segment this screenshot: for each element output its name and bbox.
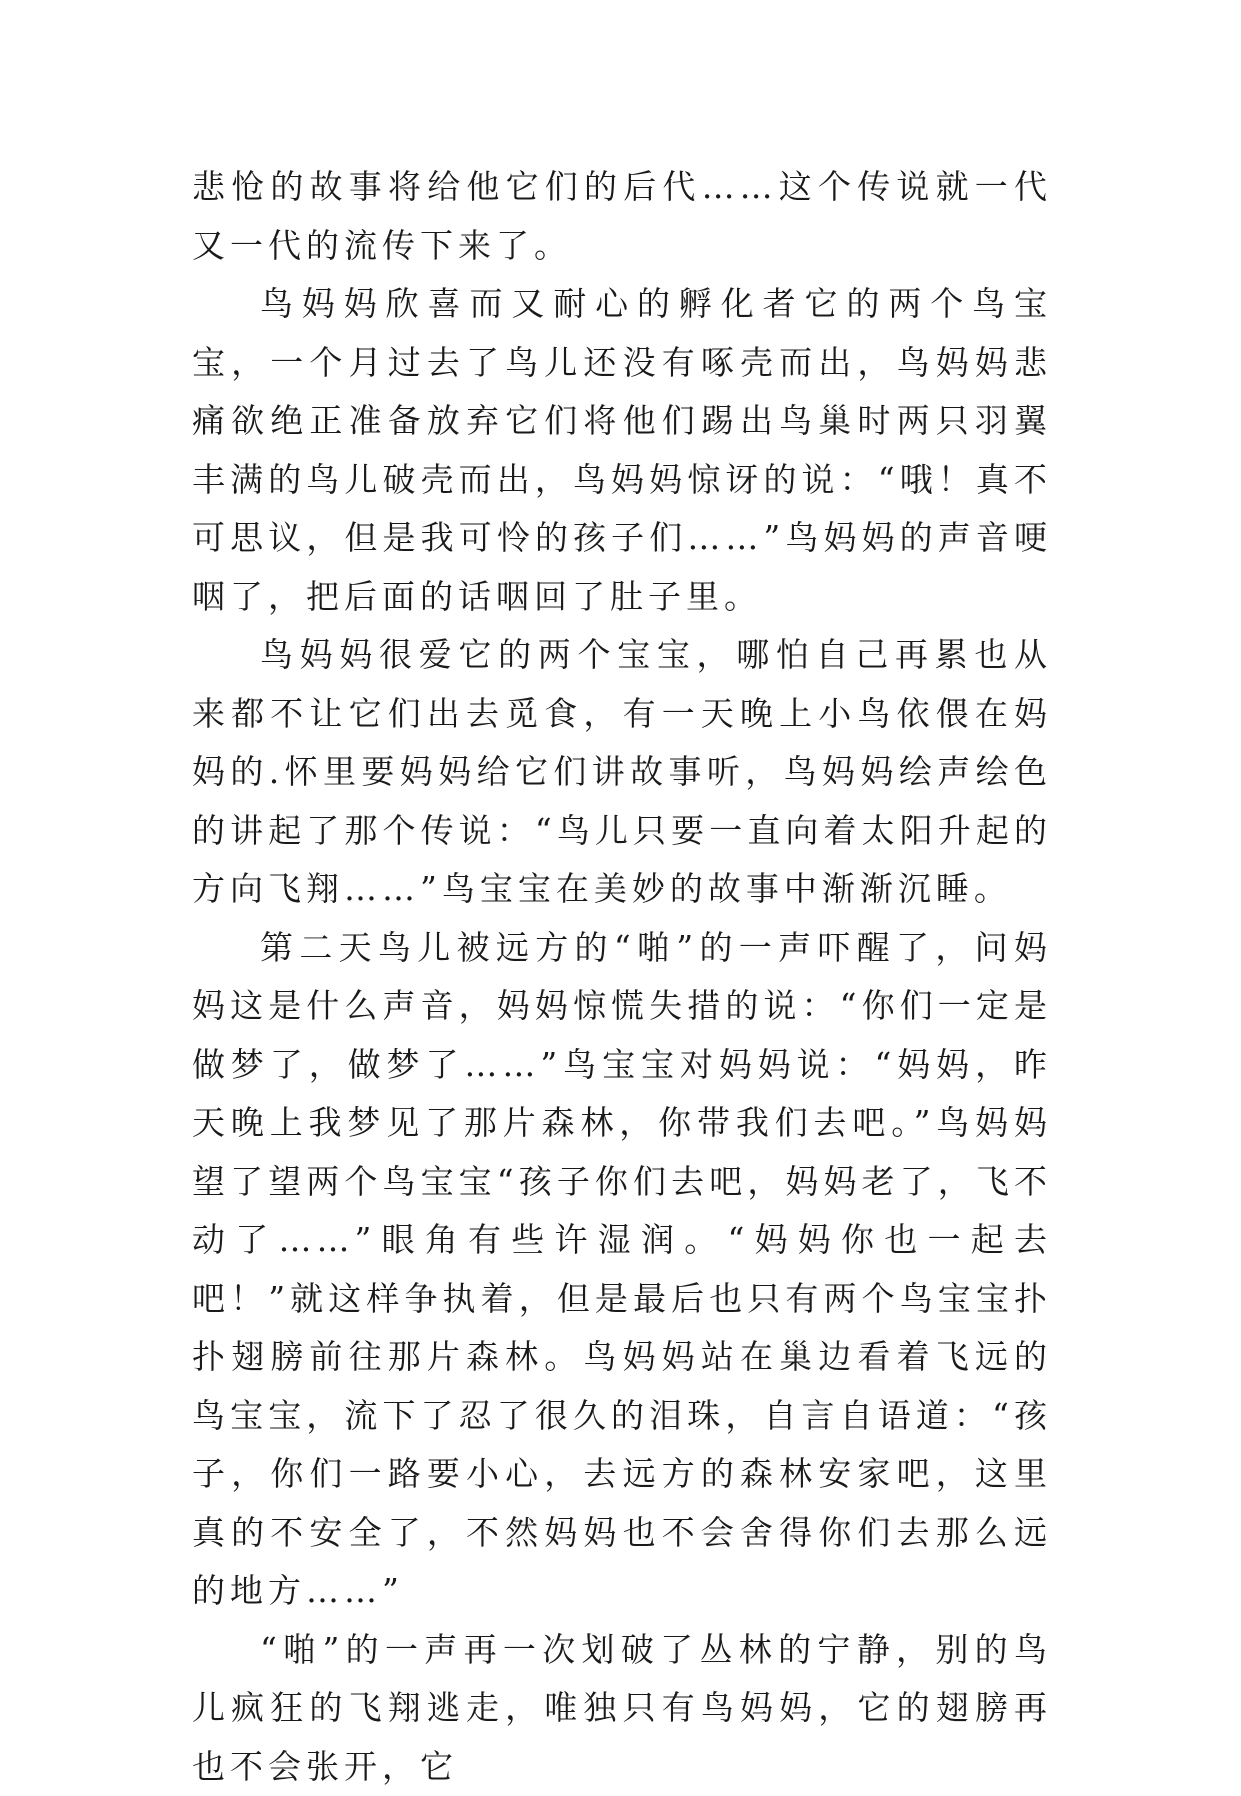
paragraph-1: 悲怆的故事将给他它们的后代……这个传说就一代又一代的流传下来了。 [192,158,1052,275]
paragraph-3: 鸟妈妈很爱它的两个宝宝，哪怕自己再累也从来都不让它们出去觅食，有一天晚上小鸟依偎在妈妈的.怀里要妈妈给它们讲故事听，鸟妈妈绘声绘色的讲起了那个传说：“鸟儿只要一直向着太阳升起的方向飞翔……”鸟宝宝在美妙的故事中渐渐沉睡。 [192,626,1052,919]
paragraph-5: “啪”的一声再一次划破了丛林的宁静，别的鸟儿疯狂的飞翔逃走，唯独只有鸟妈妈，它的翅膀再也不会张开，它 [192,1621,1052,1796]
paragraph-2: 鸟妈妈欣喜而又耐心的孵化者它的两个鸟宝宝，一个月过去了鸟儿还没有啄壳而出，鸟妈妈悲痛欲绝正准备放弃它们将他们踢出鸟巢时两只羽翼丰满的鸟儿破壳而出，鸟妈妈惊讶的说：“哦！真不可思议，但是我可怜的孩子们……”鸟妈妈的声音哽咽了，把后面的话咽回了肚子里。 [192,275,1052,626]
document-body [192,158,1052,1796]
paragraph-4: 第二天鸟儿被远方的“啪”的一声吓醒了，问妈妈这是什么声音，妈妈惊慌失措的说：“你们一定是做梦了，做梦了……”鸟宝宝对妈妈说：“妈妈，昨天晚上我梦见了那片森林，你带我们去吧。”鸟妈妈望了望两个鸟宝宝“孩子你们去吧，妈妈老了，飞不动了……”眼角有些许湿润。“妈妈你也一起去吧！”就这样争执着，但是最后也只有两个鸟宝宝扑扑翅膀前往那片森林。鸟妈妈站在巢边看着飞远的鸟宝宝，流下了忍了很久的泪珠，自言自语道：“孩子，你们一路要小心，去远方的森林安家吧，这里真的不安全了，不然妈妈也不会舍得你们去那么远的地方……” [192,919,1052,1621]
